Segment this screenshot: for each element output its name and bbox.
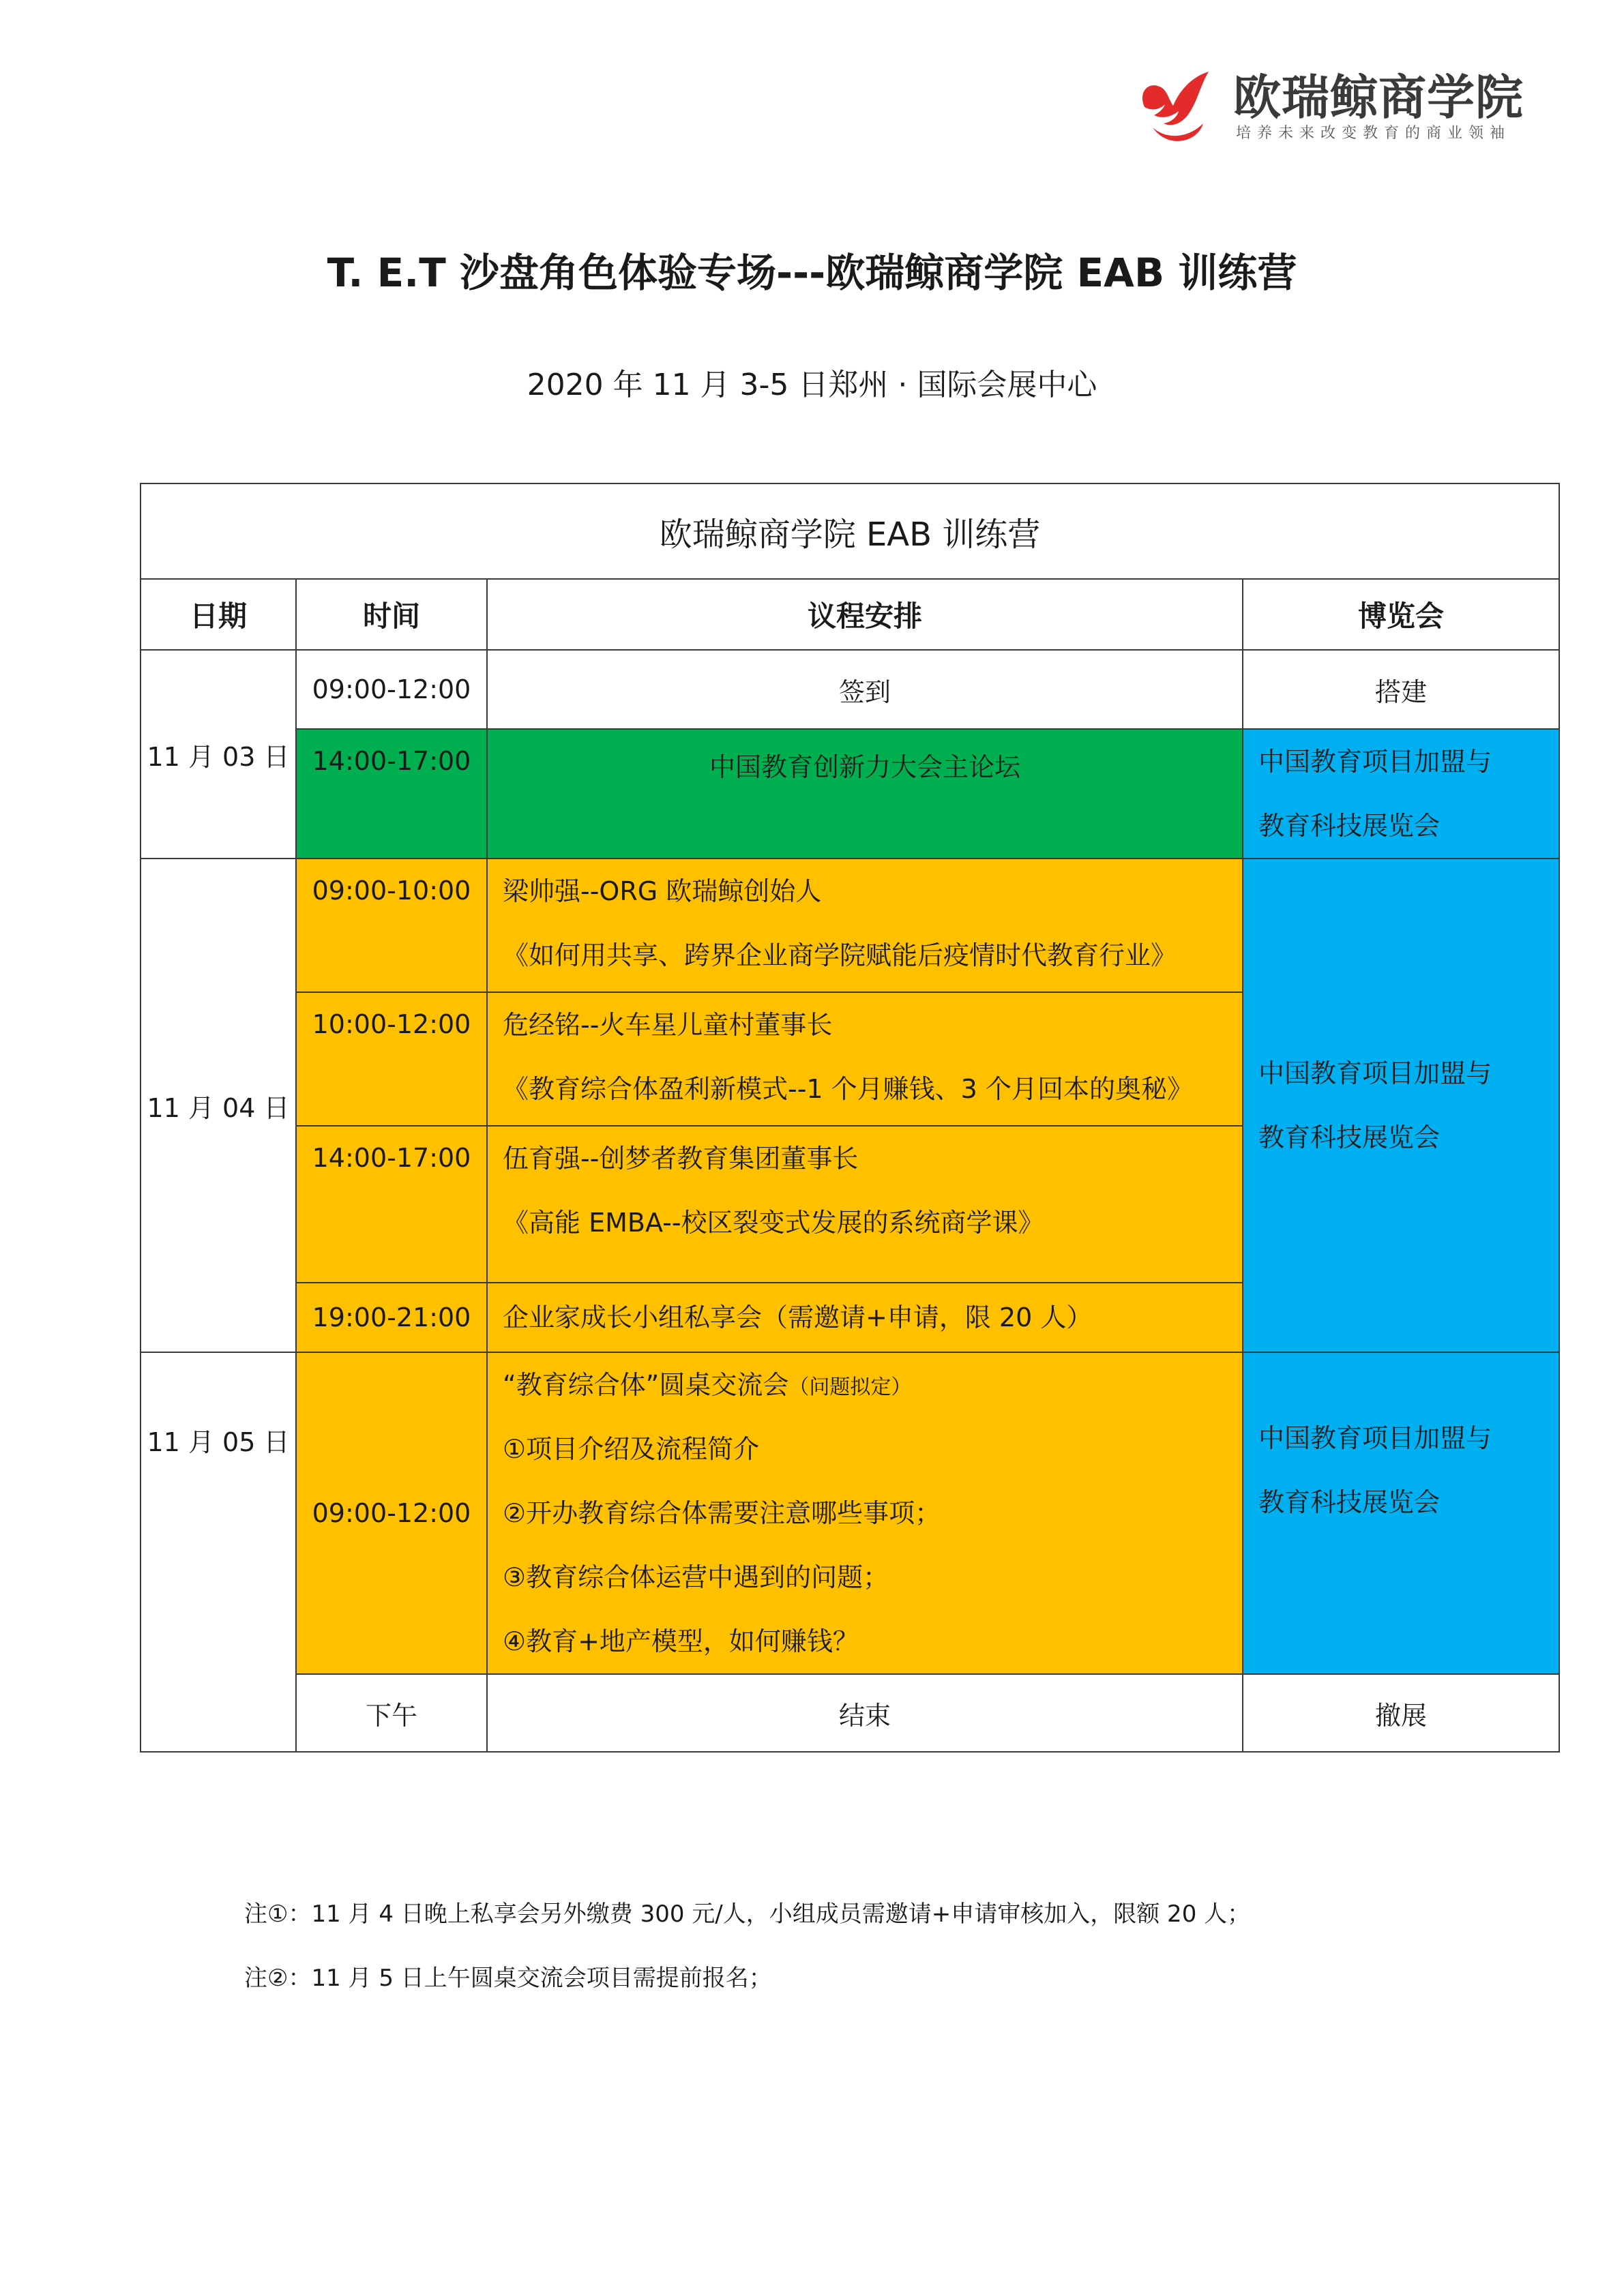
notes <box>244 1882 1250 2010</box>
whale-tail-logo-icon <box>1132 65 1221 153</box>
agenda-title-note: （问题拟定） <box>788 1375 912 1399</box>
logo-slogan: 培养未来改变教育的商业领袖 <box>1236 125 1511 142</box>
table-header-row <box>141 579 1559 650</box>
day3-closing-agenda: 结束 <box>487 1674 1243 1752</box>
day3-expo <box>1243 1352 1559 1674</box>
agenda-line: 危经铭--火车星儿童村董事长 <box>503 1010 833 1040</box>
agenda-item: ①项目介绍及流程简介 <box>503 1434 760 1464</box>
day1-row1-expo: 搭建 <box>1243 650 1559 729</box>
table-row <box>141 1352 1559 1674</box>
schedule-table <box>140 483 1560 1753</box>
day1-row2-time: 14:00-17:00 <box>296 729 487 859</box>
day2-row4-agenda <box>487 1283 1243 1352</box>
day1-date: 11 月 03 日 <box>141 650 296 859</box>
header-expo: 博览会 <box>1243 579 1559 650</box>
expo-line: 教育科技展览会 <box>1258 1122 1441 1152</box>
day2-row3-time: 14:00-17:00 <box>296 1126 487 1283</box>
table-caption-row <box>141 483 1559 579</box>
agenda-line: 伍育强--创梦者教育集团董事长 <box>503 1144 859 1174</box>
day2-row4-time: 19:00-21:00 <box>296 1283 487 1352</box>
header-agenda: 议程安排 <box>487 579 1243 650</box>
agenda-line: 梁帅强--ORG 欧瑞鲸创始人 <box>503 876 822 906</box>
expo-line: 教育科技展览会 <box>1258 811 1441 841</box>
table-row <box>141 859 1559 992</box>
day2-row3-agenda <box>487 1126 1243 1283</box>
logo-name: 欧瑞鲸商学院 <box>1233 70 1524 125</box>
page-subtitle: 2020 年 11 月 3-5 日郑州 · 国际会展中心 <box>527 368 1097 402</box>
agenda-item: ③教育综合体运营中遇到的问题； <box>503 1562 889 1592</box>
page-title: T. E.T 沙盘角色体验专场---欧瑞鲸商学院 EAB 训练营 <box>327 250 1297 296</box>
day3-closing-expo: 撤展 <box>1243 1674 1559 1752</box>
table-row <box>141 729 1559 859</box>
expo-line: 教育科技展览会 <box>1258 1487 1441 1517</box>
agenda-line: 《教育综合体盈利新模式--1 个月赚钱、3 个月回本的奥秘》 <box>503 1074 1193 1104</box>
day2-expo <box>1243 859 1559 1352</box>
agenda-line: 企业家成长小组私享会（需邀请+申请，限 20 人） <box>503 1302 1093 1332</box>
day3-date: 11 月 05 日 <box>141 1352 296 1752</box>
table-caption: 欧瑞鲸商学院 EAB 训练营 <box>141 483 1559 579</box>
agenda-title: “教育综合体”圆桌交流会 <box>503 1370 789 1400</box>
brand-logo <box>1132 65 1555 153</box>
day2-row2-time: 10:00-12:00 <box>296 992 487 1126</box>
expo-line: 中国教育项目加盟与 <box>1258 1423 1492 1453</box>
table-row <box>141 650 1559 729</box>
agenda-line: 《如何用共享、跨界企业商学院赋能后疫情时代教育行业》 <box>503 940 1177 970</box>
expo-line: 中国教育项目加盟与 <box>1258 747 1492 777</box>
day3-closing-time: 下午 <box>296 1674 487 1752</box>
day3-row1-agenda <box>487 1352 1243 1674</box>
day1-row2-expo <box>1243 729 1559 859</box>
expo-line: 中国教育项目加盟与 <box>1258 1058 1492 1088</box>
agenda-line: 《高能 EMBA--校区裂变式发展的系统商学课》 <box>503 1208 1044 1238</box>
day2-date: 11 月 04 日 <box>141 859 296 1352</box>
day2-row1-agenda <box>487 859 1243 992</box>
note-2: 注②：11 月 5 日上午圆桌交流会项目需提前报名； <box>244 1965 772 1992</box>
header-time: 时间 <box>296 579 487 650</box>
agenda-item: ④教育+地产模型，如何赚钱？ <box>503 1626 859 1656</box>
note-1: 注①：11 月 4 日晚上私享会另外缴费 300 元/人，小组成员需邀请+申请审核加入，限额 20 人； <box>244 1900 1251 1928</box>
day2-row1-time: 09:00-10:00 <box>296 859 487 992</box>
day3-row1-time: 09:00-12:00 <box>296 1352 487 1674</box>
header-date: 日期 <box>141 579 296 650</box>
agenda-title-line <box>503 1353 1242 1417</box>
day1-row2-agenda: 中国教育创新力大会主论坛 <box>487 729 1243 859</box>
agenda-item: ②开办教育综合体需要注意哪些事项； <box>503 1498 941 1528</box>
day1-row1-time: 09:00-12:00 <box>296 650 487 729</box>
day1-row1-agenda: 签到 <box>487 650 1243 729</box>
day2-row2-agenda <box>487 992 1243 1126</box>
table-row <box>141 1674 1559 1752</box>
